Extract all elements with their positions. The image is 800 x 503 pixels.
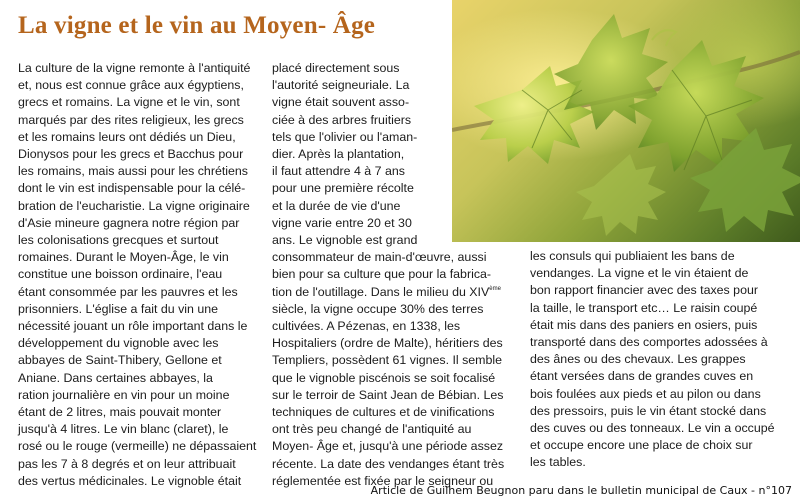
text-line: ration journalière en vin pour un moine (18, 387, 230, 402)
text-column-2 (272, 60, 522, 490)
text-line: ciée à des arbres fruitiers (272, 112, 412, 127)
text-line: bration de l'eucharistie. La vigne originaire (18, 198, 250, 213)
text-line: Hospitaliers (ordre de Malte), héritiers des (272, 336, 503, 351)
text-line: bois foulées aux pieds et au pilon ou dans (530, 386, 761, 401)
text-line: les romains, mais aussi pour les chrétiens (18, 164, 249, 179)
text-line-main: tion de l'outillage. Dans le milieu du XIV (272, 284, 490, 299)
text-line: pas les 7 à 8 degrés et on leur attribuait (18, 456, 236, 471)
text-line: et la durée de vie d'une (272, 198, 401, 213)
text-line: La culture de la vigne remonte à l'antiquité (18, 61, 251, 75)
text-line: bon rapport financier avec des taxes pour (530, 283, 758, 298)
text-line: développement du vignoble avec les (18, 336, 219, 351)
text-line: placé directement sous (272, 61, 400, 75)
text-line: vigne était souvent asso- (272, 95, 410, 110)
text-line: romaines. Durant le Moyen-Âge, le vin (18, 250, 229, 265)
text-line: ont très peu changé de l'antiquité au (272, 422, 472, 437)
text-line: des cuves ou des tonneaux. Le vin a occupé (530, 421, 775, 436)
text-line: Dionysos pour les grecs et Bacchus pour (18, 147, 244, 162)
text-line: l'autorité seigneuriale. La (272, 78, 410, 93)
text-line: ans. Le vignoble est grand (272, 233, 418, 248)
text-line: cultivées. A Pézenas, en 1338, les (272, 319, 461, 334)
text-line: réglementée est fixée par le seigneur ou (272, 473, 494, 488)
text-line: sur le terroir de Saint Jean de Bébian. Les (272, 387, 504, 402)
text-line: consommateur de main-d'œuvre, aussi (272, 250, 487, 265)
text-line: transporté dans des comportes adossées à (530, 335, 768, 350)
text-line: dier. Après la plantation, (272, 147, 405, 162)
text-line: d'Asie mineure gagnera notre région par (18, 215, 240, 230)
text-line: la taille, le transport etc… Le raisin coupé (530, 300, 758, 315)
text-line: des pressoirs, puis le vin étant stocké dans (530, 403, 767, 418)
text-line (272, 284, 522, 301)
text-line: vigne varie entre 20 et 30 (272, 215, 412, 230)
text-column-1 (18, 60, 264, 490)
text-line: étant de 2 litres, mais pouvait monter (18, 405, 222, 420)
text-line: les colonisations grecques et surtout (18, 233, 219, 248)
text-line: siècle, la vigne occupe 30% des terres (272, 301, 484, 316)
text-line: grecs et romains. La vigne et le vin, sont (18, 95, 240, 110)
text-line: Aniane. Dans certaines abbayes, la (18, 370, 213, 385)
text-line: bien pour sa culture que pour la fabrica- (272, 267, 492, 282)
text-line: étant consommée par les pauvres et les (18, 284, 238, 299)
text-line: il faut attendre 4 à 7 ans (272, 164, 405, 179)
text-line: nécessité jouant un rôle important dans le (18, 319, 248, 334)
text-line: prisonniers. L'église a fait du vin une (18, 301, 219, 316)
text-line: abbayes de Saint-Thibery, Gellone et (18, 353, 222, 368)
text-line: que le vignoble piscénois se soit focalisé (272, 370, 496, 385)
text-line: et les romains leurs ont dédiés un Dieu, (18, 129, 236, 144)
text-line: récente. La date des vendanges étant très (272, 456, 505, 471)
text-line: et occupe encore une place de choix sur (530, 438, 753, 453)
text-line: Moyen- Âge et, jusqu'à une période assez (272, 439, 504, 454)
text-line: dont le vin est indispensable pour la célé- (18, 181, 246, 196)
text-line: pour une première récolte (272, 181, 414, 196)
text-line: constitue une boisson ordinaire, l'eau (18, 267, 223, 282)
text-line: était mis dans des paniers en osiers, puis (530, 317, 758, 332)
article-title: La vigne et le vin au Moyen- Âge (18, 12, 376, 39)
text-line: les consuls qui publiaient les bans de (530, 249, 735, 263)
text-line: des vertus médicinales. Le vignoble était (18, 473, 242, 488)
text-line: tels que l'olivier ou l'aman- (272, 129, 418, 144)
superscript-eme: ème (489, 285, 501, 292)
text-line: rosé ou le rouge (vermeille) ne dépassaient (18, 439, 257, 454)
text-column-3 (530, 248, 788, 472)
text-line: Templiers, possèdent 61 vignes. Il semble (272, 353, 503, 368)
text-line: marqués par des rites religieux, les grecs (18, 112, 244, 127)
text-line: les tables. (530, 455, 586, 470)
text-line: vendanges. La vigne et le vin étaient de (530, 266, 749, 281)
text-line: jusqu'à 4 litres. Le vin blanc (claret), le (18, 422, 229, 437)
article-credit-caption: Article de Guilhem Beugnon paru dans le bulletin municipal de Caux - n°107 (370, 484, 792, 497)
text-line: et, nous est connue grâce aux égyptiens, (18, 78, 244, 93)
text-line: techniques de cultures et de vinifications (272, 405, 495, 420)
text-line: étant versées dans de grandes cuves en (530, 369, 754, 384)
text-line: des ânes ou des chevaux. Les grappes (530, 352, 746, 367)
